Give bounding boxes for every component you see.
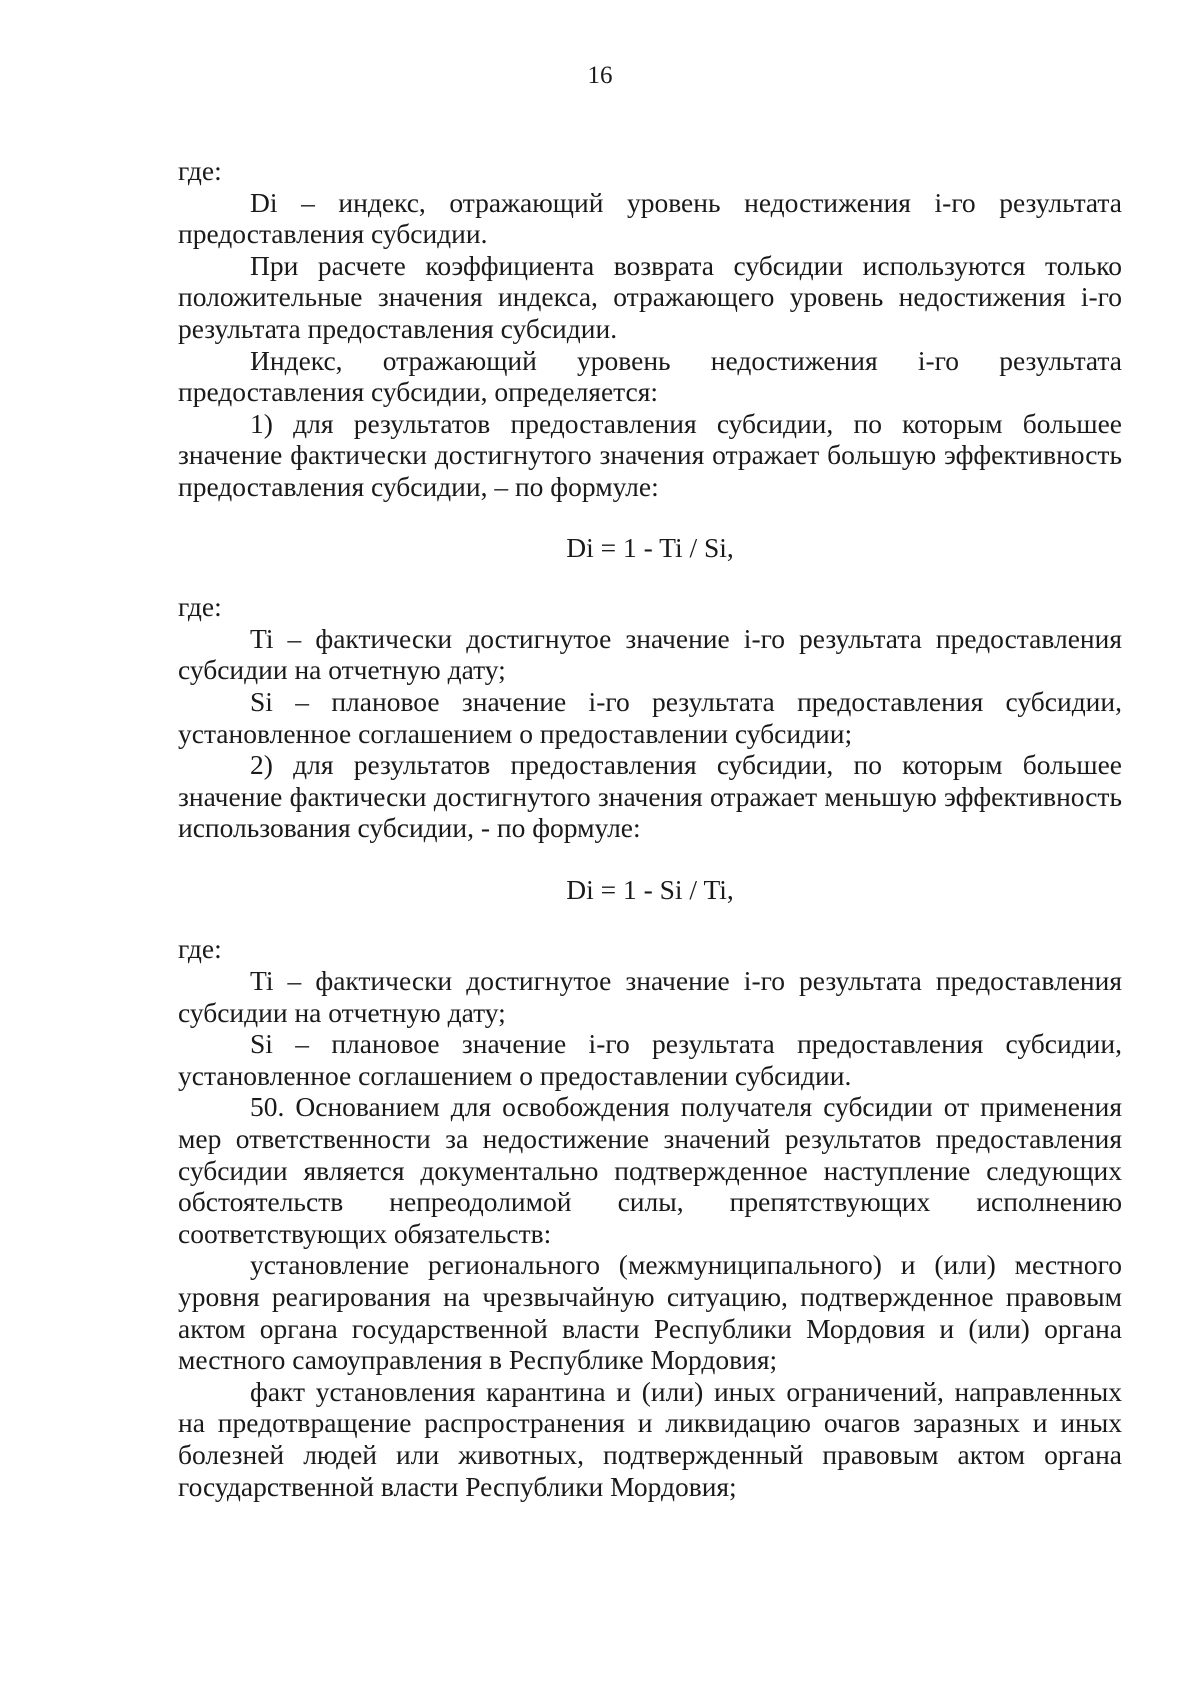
where-label: где:: [178, 591, 222, 623]
di-definition-paragraph: Di – индекс, отражающий уровень недостижения i-го результата предоставления субсидии.: [178, 186, 1122, 250]
page-number: 16: [587, 62, 613, 89]
positive-values-paragraph: При расчете коэффициента возврата субсидии используются только положительные значения индекса, отражающего уровень недостижения i-го результата предоставления субсидии.: [178, 249, 1122, 344]
ti-definition-paragraph: Ti – фактически достигнутое значение i-го результата предоставления субсидии на отчетную дату;: [178, 622, 1122, 686]
item-50-paragraph: 50. Основанием для освобождения получателя субсидии от применения мер ответственности за недостижение значений результатов предоставления субсидии является документально подтвержденное наступление следующих обстоятельств непреодолимой силы, препятствующих исполнению соответствующих обязательств:: [178, 1091, 1122, 1249]
case-1-paragraph: 1) для результатов предоставления субсидии, по которым большее значение фактически достигнутого значения отражает большую эффективность предоставления субсидии, – по формуле:: [178, 407, 1122, 502]
formula-2: Di = 1 - Si / Ti,: [566, 873, 734, 905]
where-label: где:: [178, 933, 222, 965]
formula-1: Di = 1 - Ti / Si,: [566, 531, 734, 563]
ti-definition-paragraph: Ti – фактически достигнутое значение i-го результата предоставления субсидии на отчетную дату;: [178, 965, 1122, 1028]
si-definition-paragraph: Si – плановое значение i-го результата предоставления субсидии, установленное соглашением о предоставлении субсидии;: [178, 685, 1122, 749]
where-label: где:: [178, 155, 222, 186]
si-definition-paragraph: Si – плановое значение i-го результата предоставления субсидии, установленное соглашением о предоставлении субсидии.: [178, 1028, 1122, 1091]
case-2-paragraph: 2) для результатов предоставления субсидии, по которым большее значение фактически достигнутого значения отражает меньшую эффективность использования субсидии, - по формуле:: [178, 749, 1122, 844]
emergency-response-paragraph: установление регионального (межмуниципального) и (или) местного уровня реагирования на чрезвычайную ситуацию, подтвержденное правовым актом органа государственной власти Республики Мордовия и (или) органа местного самоуправления в Республике Мордовия;: [178, 1249, 1122, 1376]
quarantine-paragraph: факт установления карантина и (или) иных ограничений, направленных на предотвращение распространения и ликвидацию очагов заразных и иных болезней людей или животных, подтвержденный правовым актом органа государственной власти Республики Мордовия;: [178, 1375, 1122, 1502]
index-determined-paragraph: Индекс, отражающий уровень недостижения i-го результата предоставления субсидии, определяется:: [178, 344, 1122, 408]
document-body: [178, 155, 1122, 1502]
